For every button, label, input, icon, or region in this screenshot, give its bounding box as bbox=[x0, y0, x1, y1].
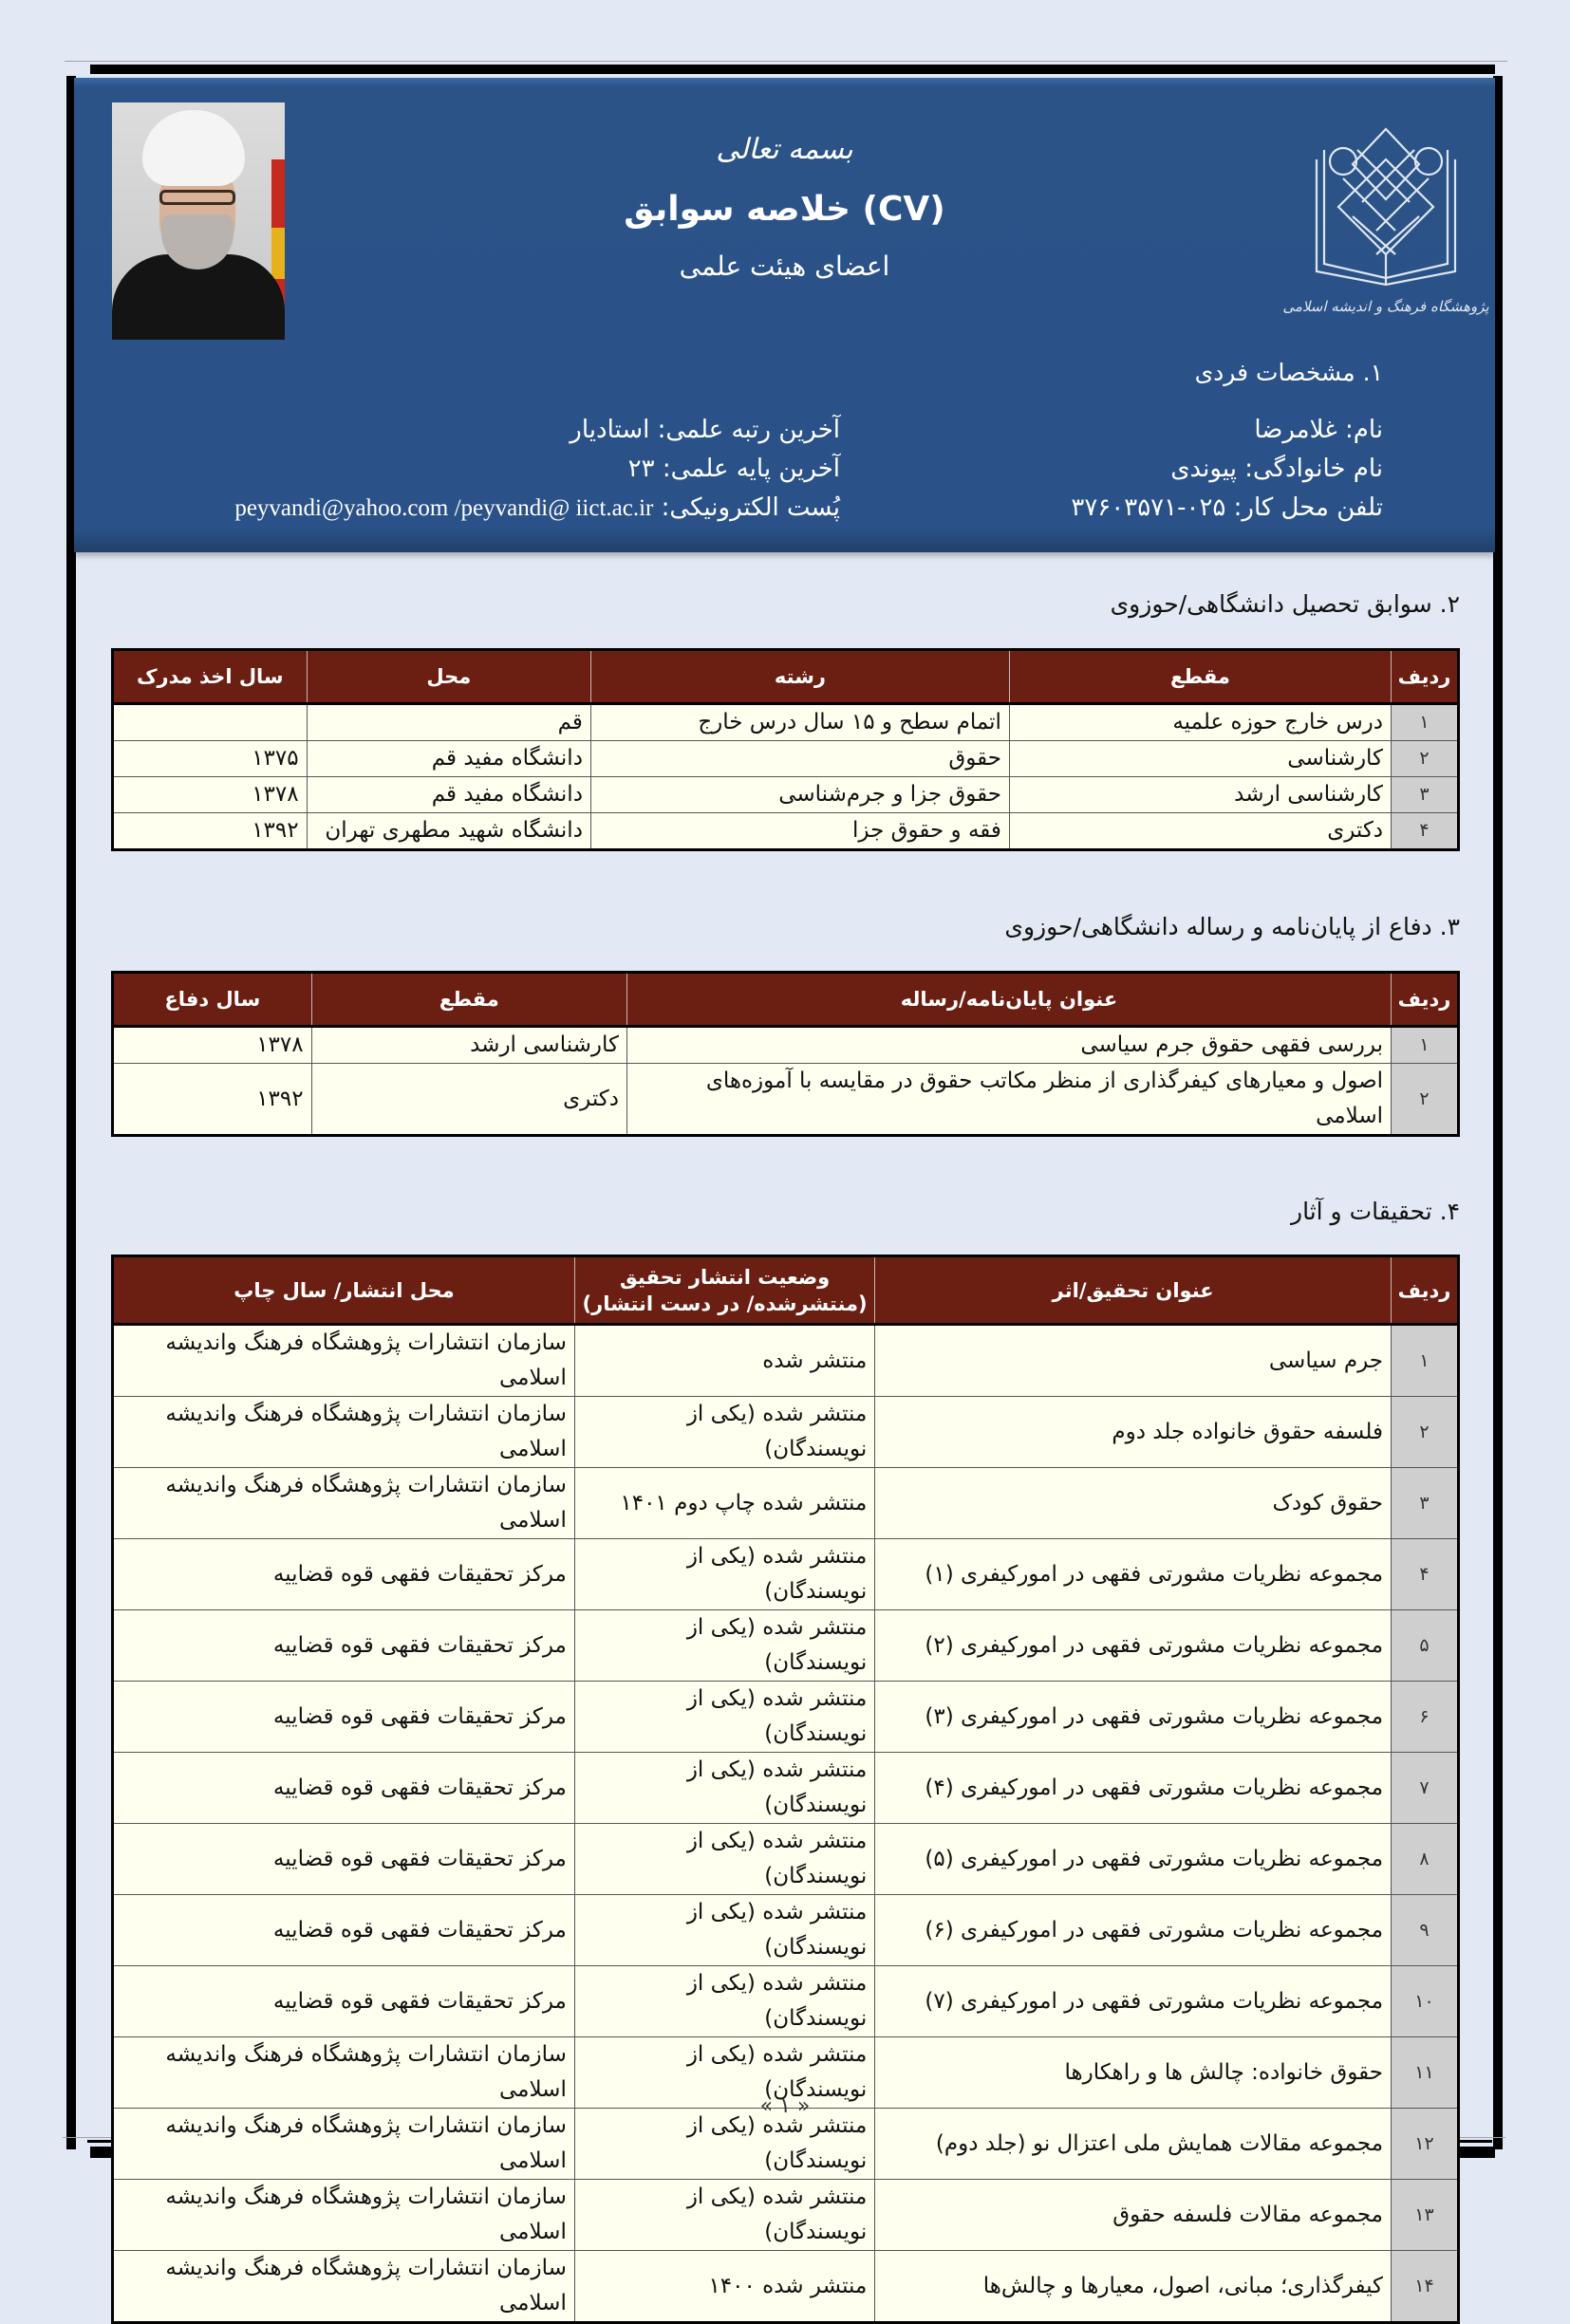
row-number: ۷ bbox=[1392, 1753, 1459, 1824]
cell-year: ۱۳۷۸ bbox=[113, 1027, 312, 1064]
cell-title: مجموعه نظریات مشورتی فقهی در امورکیفری (۴) bbox=[875, 1753, 1392, 1824]
cell-status: منتشر شده ۱۴۰۰ bbox=[574, 2251, 874, 2323]
page-title: خلاصه سوابق (CV) bbox=[624, 190, 945, 229]
row-number: ۹ bbox=[1392, 1895, 1459, 1966]
col-header-status bbox=[574, 1256, 874, 1325]
cell-title: اصول و معیارهای کیفرگذاری از منظر مکاتب حقوق در مقایسه با آموزه‌های اسلامی bbox=[627, 1064, 1392, 1136]
col-header-field: رشته bbox=[590, 650, 1009, 704]
cell-level: دکتری bbox=[1009, 813, 1391, 850]
cell-status: منتشر شده (یکی از نویسندگان) bbox=[574, 1682, 874, 1753]
status-header-line2: (منتشرشده/ در دست انتشار) bbox=[582, 1292, 868, 1315]
cell-status: منتشر شده چاپ دوم ۱۴۰۱ bbox=[574, 1468, 874, 1539]
cell-status: منتشر شده (یکی از نویسندگان) bbox=[574, 2109, 874, 2180]
academic-rank: آخرین رتبه علمی: استادیار bbox=[570, 416, 840, 444]
cell-title: مجموعه نظریات مشورتی فقهی در امورکیفری (۲) bbox=[875, 1610, 1392, 1682]
col-header-title: عنوان تحقیق/اثر bbox=[875, 1256, 1392, 1325]
row-number: ۱۰ bbox=[1392, 1966, 1459, 2037]
row-number: ۱۳ bbox=[1392, 2180, 1459, 2251]
col-header-year: سال اخذ مدرک bbox=[113, 650, 308, 704]
cell-title: حقوق کودک bbox=[875, 1468, 1392, 1539]
cell-year bbox=[113, 704, 308, 741]
cell-place: قم bbox=[307, 704, 590, 741]
row-number: ۱۱ bbox=[1392, 2037, 1459, 2109]
cell-level: درس خارج حوزه علمیه bbox=[1009, 704, 1391, 741]
cell-place: دانشگاه مفید قم bbox=[307, 777, 590, 813]
cell-publisher: سازمان انتشارات پژوهشگاه فرهنگ واندیشه اسلامی bbox=[113, 2251, 575, 2323]
cell-title: فلسفه حقوق خانواده جلد دوم bbox=[875, 1397, 1392, 1468]
cell-field: اتمام سطح و ۱۵ سال درس خارج bbox=[590, 704, 1009, 741]
row-number: ۳ bbox=[1392, 1468, 1459, 1539]
cell-level: دکتری bbox=[311, 1064, 626, 1136]
table-row bbox=[113, 1027, 1459, 1064]
email-label: پُست الکترونیکی: bbox=[661, 493, 840, 522]
page-number: « ۱ » bbox=[759, 2094, 811, 2118]
email-row bbox=[234, 493, 840, 522]
page-subtitle: اعضای هیئت علمی bbox=[679, 251, 890, 282]
email-value[interactable]: peyvandi@yahoo.com /peyvandi@ iict.ac.ir bbox=[234, 495, 654, 521]
cell-level: کارشناسی bbox=[1009, 741, 1391, 777]
table-row bbox=[113, 1325, 1459, 1397]
table-row bbox=[113, 1753, 1459, 1824]
row-number: ۱ bbox=[1392, 1325, 1459, 1397]
cell-place: دانشگاه مفید قم bbox=[307, 741, 590, 777]
cell-publisher: مرکز تحقیقات فقهی قوه قضاییه bbox=[113, 1539, 575, 1610]
cell-status: منتشر شده (یکی از نویسندگان) bbox=[574, 1895, 874, 1966]
cell-status: منتشر شده (یکی از نویسندگان) bbox=[574, 2180, 874, 2251]
row-number: ۶ bbox=[1392, 1682, 1459, 1753]
table-row bbox=[113, 2251, 1459, 2323]
row-number: ۲ bbox=[1392, 1397, 1459, 1468]
row-number: ۱ bbox=[1392, 1027, 1459, 1064]
table-row bbox=[113, 1966, 1459, 2037]
last-name: نام خانوادگی: پیوندی bbox=[1170, 455, 1383, 483]
col-header-place: محل bbox=[307, 650, 590, 704]
table-row bbox=[113, 813, 1459, 850]
table-row bbox=[113, 1397, 1459, 1468]
cell-field: فقه و حقوق جزا bbox=[590, 813, 1009, 850]
table-row bbox=[113, 1539, 1459, 1610]
table-row bbox=[113, 704, 1459, 741]
cell-title: مجموعه نظریات مشورتی فقهی در امورکیفری (۶) bbox=[875, 1895, 1392, 1966]
table-row bbox=[113, 1682, 1459, 1753]
row-number: ۸ bbox=[1392, 1824, 1459, 1895]
cell-year: ۱۳۹۲ bbox=[113, 1064, 312, 1136]
col-header-no: ردیف bbox=[1392, 973, 1459, 1027]
col-header-level: مقطع bbox=[1009, 650, 1391, 704]
table-row bbox=[113, 1468, 1459, 1539]
cell-title: مجموعه نظریات مشورتی فقهی در امورکیفری (۱) bbox=[875, 1539, 1392, 1610]
first-name: نام: غلامرضا bbox=[1254, 416, 1383, 444]
col-header-no: ردیف bbox=[1392, 650, 1459, 704]
cell-status: منتشر شده (یکی از نویسندگان) bbox=[574, 1966, 874, 2037]
cell-publisher: سازمان انتشارات پژوهشگاه فرهنگ واندیشه اسلامی bbox=[113, 2109, 575, 2180]
research-table bbox=[111, 1255, 1460, 2324]
cell-place: دانشگاه شهید مطهری تهران bbox=[307, 813, 590, 850]
cell-publisher: سازمان انتشارات پژوهشگاه فرهنگ واندیشه اسلامی bbox=[113, 1397, 575, 1468]
cell-status: منتشر شده (یکی از نویسندگان) bbox=[574, 1824, 874, 1895]
cell-title: مجموعه مقالات همایش ملی اعتزال نو (جلد دوم) bbox=[875, 2109, 1392, 2180]
section-theses-title: ۳. دفاع از پایان‌نامه و رساله دانشگاهی/حوزوی bbox=[1004, 913, 1460, 940]
cell-status: منتشر شده (یکی از نویسندگان) bbox=[574, 1539, 874, 1610]
bismillah-text: بسمه تعالی bbox=[716, 133, 853, 166]
cell-status: منتشر شده (یکی از نویسندگان) bbox=[574, 1753, 874, 1824]
cell-year: ۱۳۷۸ bbox=[113, 777, 308, 813]
row-number: ۵ bbox=[1392, 1610, 1459, 1682]
cell-publisher: مرکز تحقیقات فقهی قوه قضاییه bbox=[113, 1824, 575, 1895]
cell-year: ۱۳۹۲ bbox=[113, 813, 308, 850]
cell-title: کیفرگذاری؛ مبانی، اصول، معیارها و چالش‌ها bbox=[875, 2251, 1392, 2323]
education-table bbox=[111, 648, 1460, 851]
cell-title: مجموعه نظریات مشورتی فقهی در امورکیفری (۷) bbox=[875, 1966, 1392, 2037]
table-row bbox=[113, 2180, 1459, 2251]
cell-title: حقوق خانواده: چالش ها و راهکارها bbox=[875, 2037, 1392, 2109]
cell-title: مجموعه نظریات مشورتی فقهی در امورکیفری (۵) bbox=[875, 1824, 1392, 1895]
table-row bbox=[113, 1610, 1459, 1682]
cell-title: مجموعه مقالات فلسفه حقوق bbox=[875, 2180, 1392, 2251]
cell-level: کارشناسی ارشد bbox=[311, 1027, 626, 1064]
cell-title: جرم سیاسی bbox=[875, 1325, 1392, 1397]
row-number: ۱۲ bbox=[1392, 2109, 1459, 2180]
cell-publisher: سازمان انتشارات پژوهشگاه فرهنگ واندیشه اسلامی bbox=[113, 1325, 575, 1397]
row-number: ۱۴ bbox=[1392, 2251, 1459, 2323]
table-row bbox=[113, 1824, 1459, 1895]
cv-header bbox=[74, 78, 1495, 552]
col-header-publisher: محل انتشار/ سال چاپ bbox=[113, 1256, 575, 1325]
table-row bbox=[113, 1064, 1459, 1136]
cell-publisher: سازمان انتشارات پژوهشگاه فرهنگ واندیشه اسلامی bbox=[113, 2180, 575, 2251]
cell-title: مجموعه نظریات مشورتی فقهی در امورکیفری (۳) bbox=[875, 1682, 1392, 1753]
row-number: ۱ bbox=[1392, 704, 1459, 741]
row-number: ۴ bbox=[1392, 813, 1459, 850]
row-number: ۳ bbox=[1392, 777, 1459, 813]
cell-publisher: مرکز تحقیقات فقهی قوه قضاییه bbox=[113, 1753, 575, 1824]
col-header-level: مقطع bbox=[311, 973, 626, 1027]
academic-grade: آخرین پایه علمی: ۲۳ bbox=[627, 455, 840, 483]
col-header-year: سال دفاع bbox=[113, 973, 312, 1027]
cell-year: ۱۳۷۵ bbox=[113, 741, 308, 777]
cell-status: منتشر شده (یکی از نویسندگان) bbox=[574, 1610, 874, 1682]
table-row bbox=[113, 1895, 1459, 1966]
cell-publisher: مرکز تحقیقات فقهی قوه قضاییه bbox=[113, 1682, 575, 1753]
status-header-line1: وضعیت انتشار تحقیق bbox=[619, 1265, 831, 1289]
cell-publisher: سازمان انتشارات پژوهشگاه فرهنگ واندیشه اسلامی bbox=[113, 2037, 575, 2109]
cell-publisher: مرکز تحقیقات فقهی قوه قضاییه bbox=[113, 1610, 575, 1682]
logo-caption: پژوهشگاه فرهنگ و اندیشه اسلامی bbox=[1282, 298, 1489, 315]
section-education-title: ۲. سوابق تحصیل دانشگاهی/حوزوی bbox=[1110, 590, 1460, 618]
col-header-title: عنوان پایان‌نامه/رساله bbox=[627, 973, 1392, 1027]
theses-table bbox=[111, 971, 1460, 1137]
table-row bbox=[113, 741, 1459, 777]
cell-publisher: مرکز تحقیقات فقهی قوه قضاییه bbox=[113, 1966, 575, 2037]
table-row bbox=[113, 2109, 1459, 2180]
work-phone: تلفن محل کار: ۰۲۵-۳۷۶۰۳۵۷۱ bbox=[1071, 493, 1383, 522]
table-row bbox=[113, 777, 1459, 813]
cell-status: منتشر شده (یکی از نویسندگان) bbox=[574, 2037, 874, 2109]
row-number: ۴ bbox=[1392, 1539, 1459, 1610]
section-research-title: ۴. تحقیقات و آثار bbox=[1291, 1198, 1460, 1225]
cell-status: منتشر شده bbox=[574, 1325, 874, 1397]
cell-title: بررسی فقهی حقوق جرم سیاسی bbox=[627, 1027, 1392, 1064]
row-number: ۲ bbox=[1392, 741, 1459, 777]
cell-field: حقوق جزا و جرم‌شناسی bbox=[590, 777, 1009, 813]
col-header-no: ردیف bbox=[1392, 1256, 1459, 1325]
cell-level: کارشناسی ارشد bbox=[1009, 777, 1391, 813]
cell-status: منتشر شده (یکی از نویسندگان) bbox=[574, 1397, 874, 1468]
cell-publisher: سازمان انتشارات پژوهشگاه فرهنگ واندیشه اسلامی bbox=[113, 1468, 575, 1539]
cell-publisher: مرکز تحقیقات فقهی قوه قضاییه bbox=[113, 1895, 575, 1966]
section-personal-title: ۱. مشخصات فردی bbox=[1194, 359, 1383, 386]
cell-field: حقوق bbox=[590, 741, 1009, 777]
row-number: ۲ bbox=[1392, 1064, 1459, 1136]
